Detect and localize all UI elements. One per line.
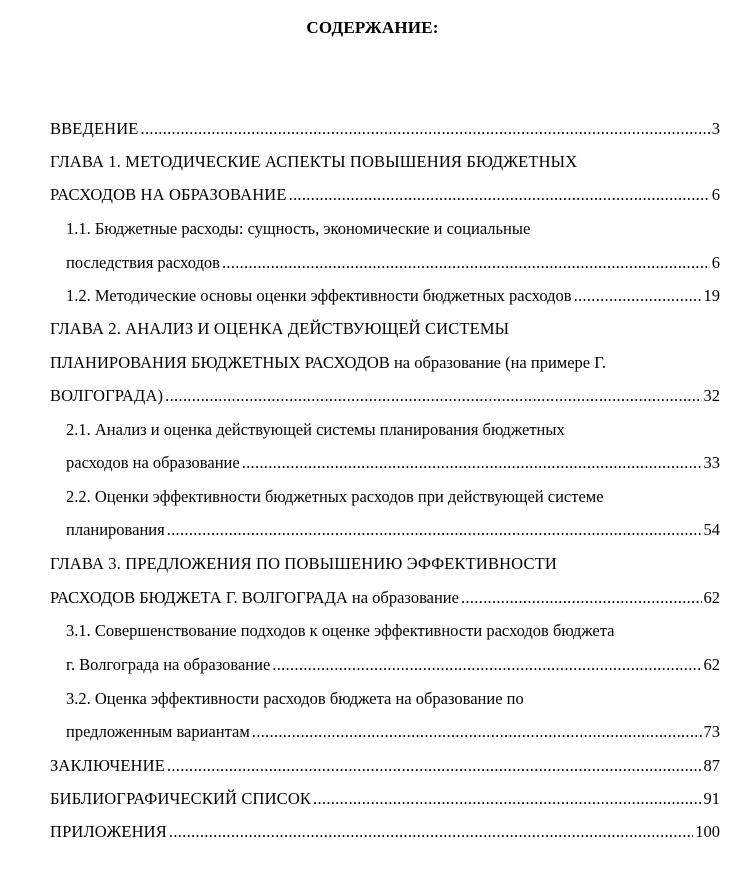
dot-leader (461, 586, 702, 610)
toc-entry-conclusion (50, 754, 720, 778)
toc-page-number: 19 (703, 286, 720, 305)
dot-leader (165, 384, 701, 408)
toc-entry-title: ВОЛГОГРАДА) (50, 386, 164, 405)
dot-leader (167, 754, 702, 778)
toc-page-number: 54 (703, 520, 720, 539)
toc-entry-title: РАСХОДОВ НА ОБРАЗОВАНИЕ (50, 185, 287, 204)
dot-leader (574, 284, 702, 308)
toc-entry-title: г. Волгограда на образование (66, 655, 271, 674)
toc-entry-introduction (50, 117, 720, 141)
dot-leader (169, 820, 693, 844)
toc-entry-title: ВВЕДЕНИЕ (50, 119, 139, 138)
toc-page-number: 33 (703, 453, 720, 472)
toc-entry-section-2-1-line: 2.1. Анализ и оценка действующей системы планирования бюджетных (66, 420, 565, 439)
toc-entry-chapter-3 (50, 586, 720, 610)
dot-leader (252, 720, 702, 744)
toc-entry-title: РАСХОДОВ БЮДЖЕТА Г. ВОЛГОГРАДА на образование (50, 588, 459, 607)
toc-entry-section-3-2-line: 3.2. Оценка эффективности расходов бюджета на образование по (66, 689, 524, 708)
dot-leader (222, 251, 710, 275)
page-title: СОДЕРЖАНИЕ: (306, 18, 439, 37)
toc-entry-section-3-1-line: 3.1. Совершенствование подходов к оценке эффективности расходов бюджета (66, 621, 615, 640)
toc-entry-title: 1.2. Методические основы оценки эффективности бюджетных расходов (66, 286, 572, 305)
toc-entry-bibliography (50, 787, 720, 811)
toc-entry-section-1-1 (66, 251, 720, 275)
toc-entry-chapter-1 (50, 183, 720, 207)
toc-entry-section-3-2 (66, 720, 720, 744)
toc-entry-title: ПРИЛОЖЕНИЯ (50, 822, 167, 841)
toc-page-number: 6 (711, 253, 720, 272)
toc-page-number: 62 (703, 655, 720, 674)
dot-leader (272, 653, 701, 677)
toc-entry-title: расходов на образование (66, 453, 240, 472)
toc-entry-title: предложенным вариантам (66, 722, 250, 741)
toc-entry-section-3-1 (66, 653, 720, 677)
toc-entry-title: БИБЛИОГРАФИЧЕСКИЙ СПИСОК (50, 789, 312, 808)
toc-entry-section-1-1-line: 1.1. Бюджетные расходы: сущность, экономические и социальные (66, 219, 531, 238)
toc-page-number: 62 (703, 588, 720, 607)
toc-entry-section-2-2-line: 2.2. Оценки эффективности бюджетных расходов при действующей системе (66, 487, 604, 506)
toc-entry-chapter-2-line: ГЛАВА 2. АНАЛИЗ И ОЦЕНКА ДЕЙСТВУЮЩЕЙ СИСТЕМЫ (50, 319, 510, 338)
toc-page-number: 100 (695, 822, 720, 841)
dot-leader (141, 117, 710, 141)
toc-entry-appendices (50, 820, 720, 844)
toc-entry-title: последствия расходов (66, 253, 220, 272)
toc-page-number: 3 (711, 119, 720, 138)
toc-entry-title: ЗАКЛЮЧЕНИЕ (50, 756, 165, 775)
toc-entry-chapter-3-line: ГЛАВА 3. ПРЕДЛОЖЕНИЯ ПО ПОВЫШЕНИЮ ЭФФЕКТИВНОСТИ (50, 554, 557, 573)
dot-leader (167, 518, 702, 542)
toc-page-number: 91 (703, 789, 720, 808)
toc-entry-section-1-2 (66, 284, 720, 308)
toc-page-number: 87 (703, 756, 720, 775)
toc-entry-chapter-2-line: ПЛАНИРОВАНИЯ БЮДЖЕТНЫХ РАСХОДОВ на образование (на примере Г. (50, 353, 607, 372)
toc-page-number: 6 (711, 185, 720, 204)
dot-leader (313, 787, 701, 811)
dot-leader (289, 183, 710, 207)
toc-entry-chapter-2 (50, 384, 720, 408)
toc-entry-section-2-1 (66, 451, 720, 475)
toc-page-number: 73 (703, 722, 720, 741)
toc-entry-chapter-1-line: ГЛАВА 1. МЕТОДИЧЕСКИЕ АСПЕКТЫ ПОВЫШЕНИЯ БЮДЖЕТНЫХ (50, 152, 578, 171)
toc-page-number: 32 (703, 386, 720, 405)
dot-leader (242, 451, 702, 475)
toc-entry-title: планирования (66, 520, 165, 539)
toc-entry-section-2-2 (66, 518, 720, 542)
